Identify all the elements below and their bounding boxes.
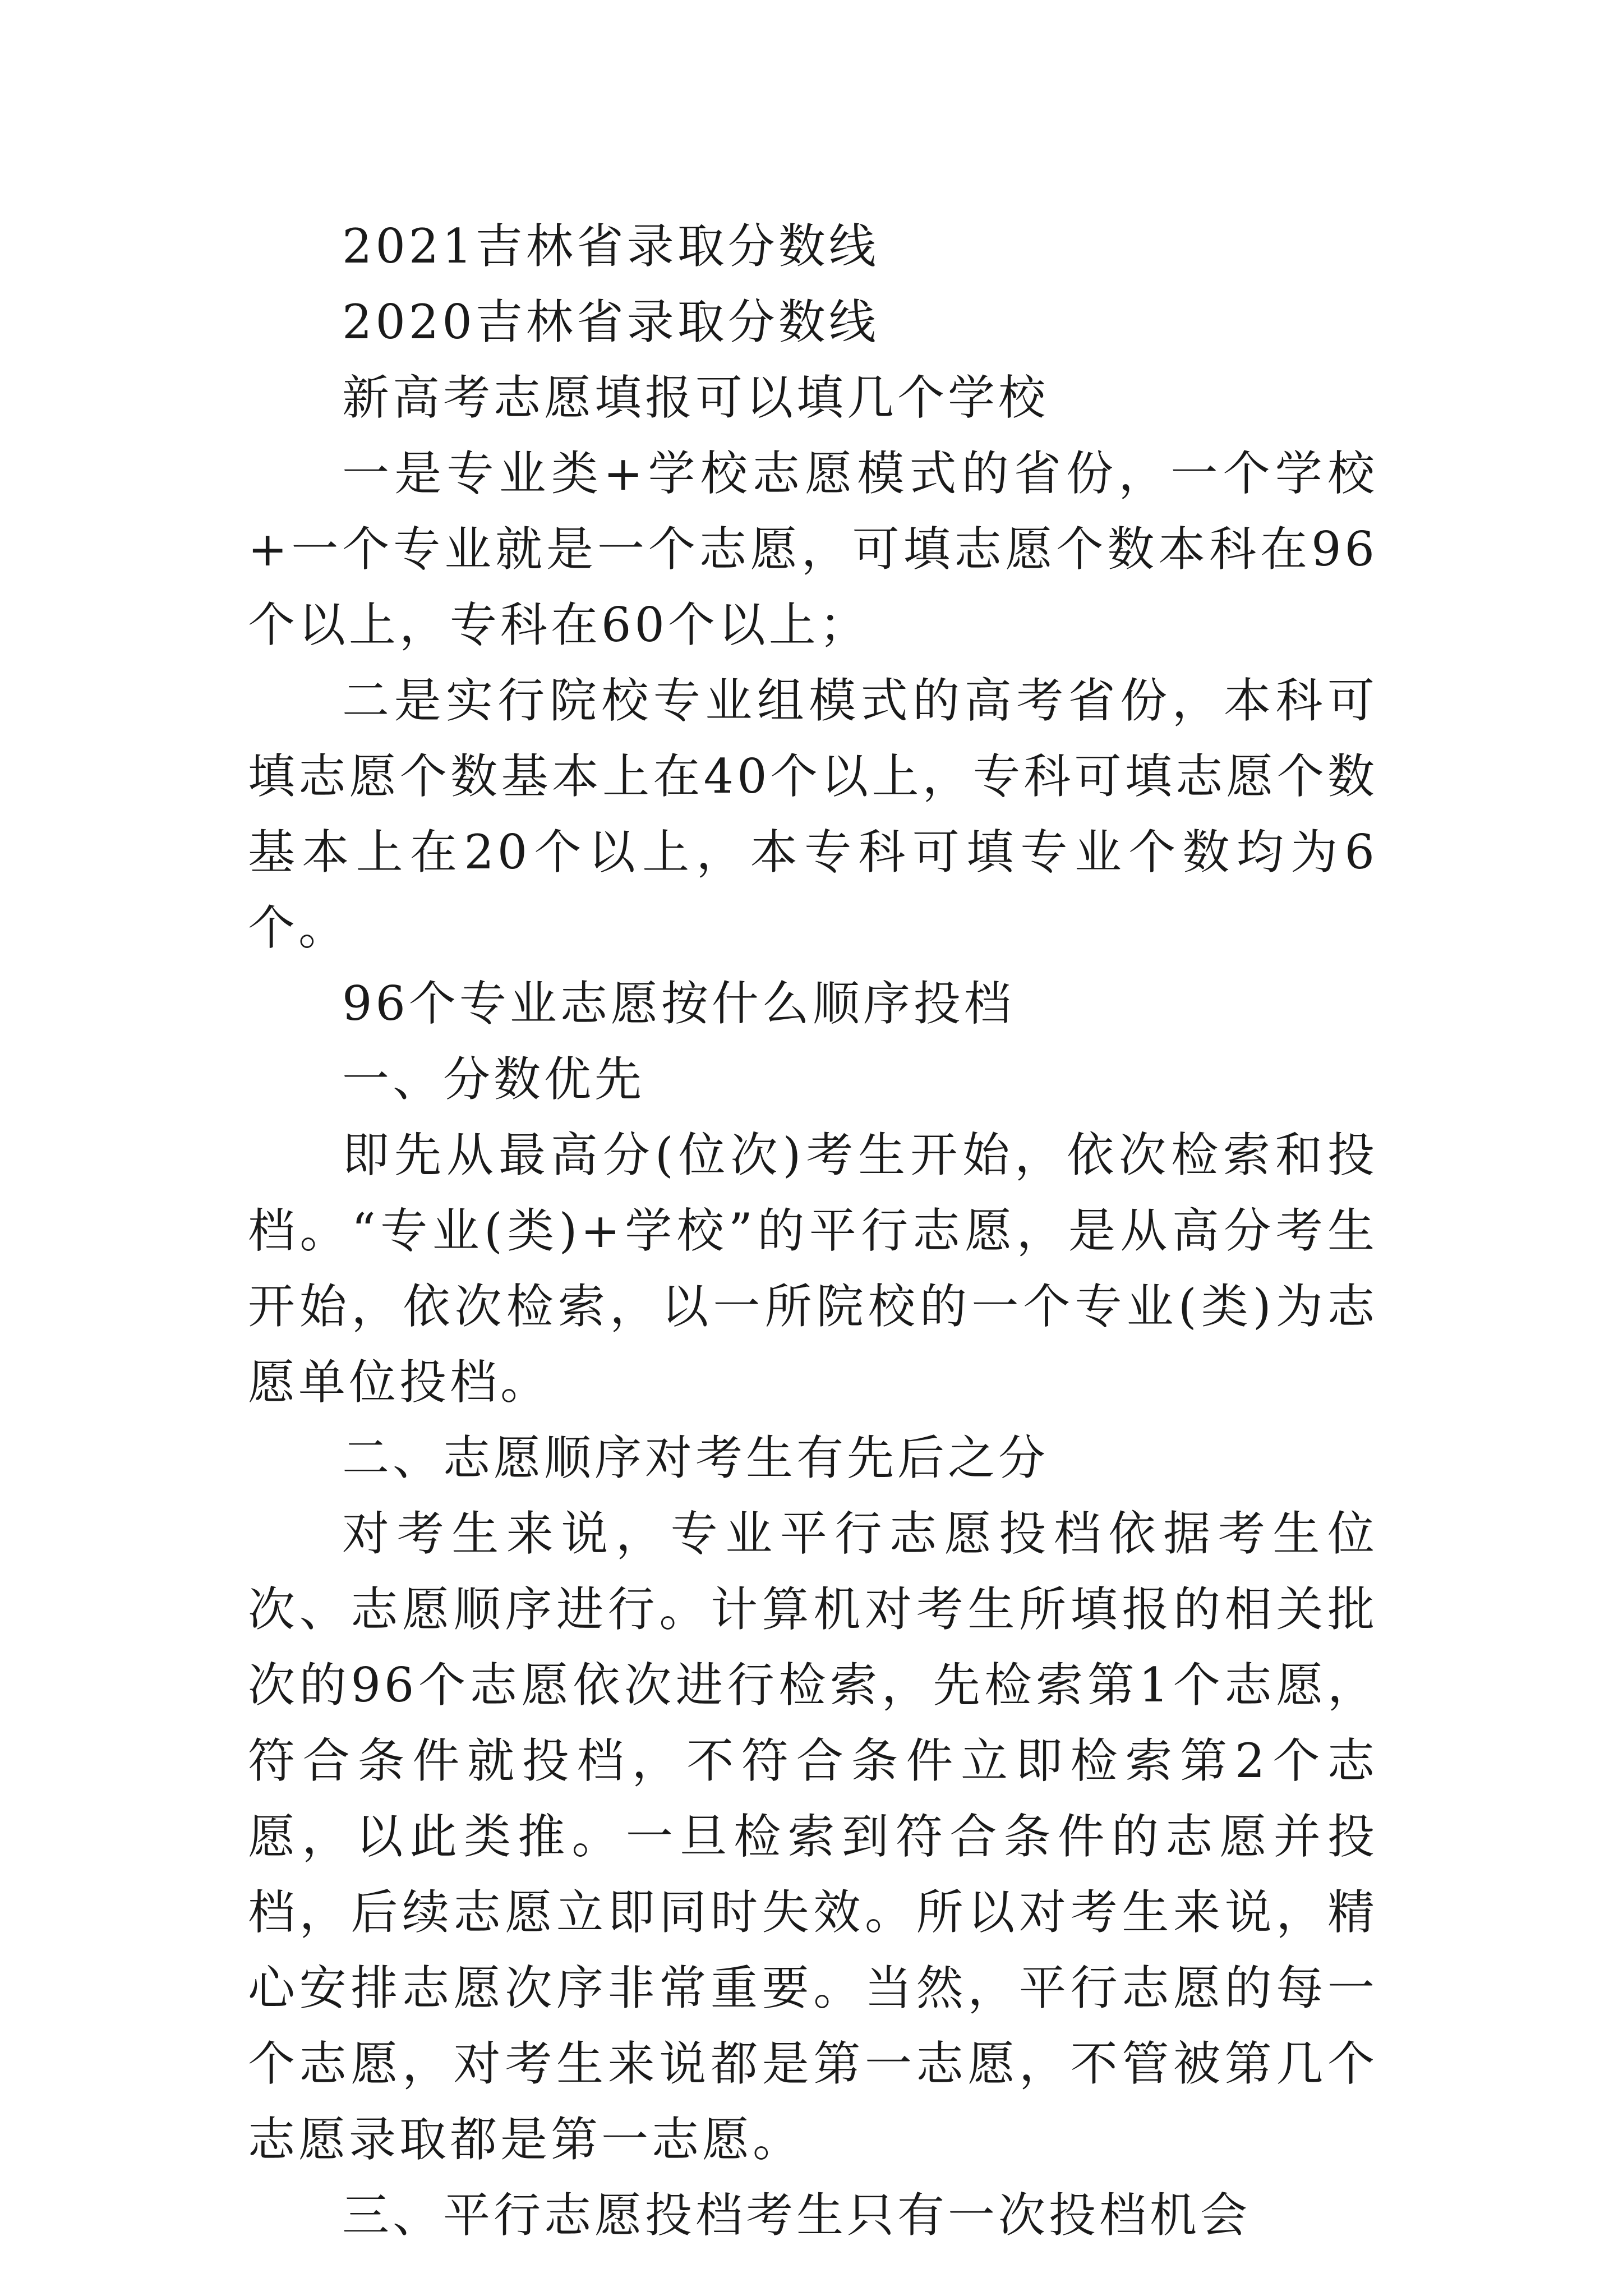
heading-one-chance: 三、平行志愿投档考生只有一次投档机会 <box>342 2188 1251 2243</box>
heading-96-order: 96个专业志愿按什么顺序投档 <box>342 976 1015 1031</box>
paragraph-score-priority: 即先从最高分(位次)考生开始，依次检索和投档。“专业(类)+学校”的平行志愿，是从高分考生开始，依次检索，以一所院校的一个专业(类)为志愿单位投档。 <box>248 1128 1378 1410</box>
paragraph-order-matters: 对考生来说，专业平行志愿投档依据考生位次、志愿顺序进行。计算机对考生所填报的相关批次的96个志愿依次进行检索，先检索第1个志愿，符合条件就投档，不符合条件立即检索第2个志愿，以此类推。一旦检索到符合条件的志愿并投档，后续志愿立即同时失效。所以对考生来说，精心安排志愿次序非常重要。当然，平行志愿的每一个志愿，对考生来说都是第一志愿，不管被第几个志愿录取都是第一志愿。 <box>248 1506 1378 2167</box>
heading-order-matters: 二、志愿顺序对考生有先后之分 <box>342 1430 1049 1485</box>
paragraph-major-school-mode: 一是专业类+学校志愿模式的省份，一个学校+一个专业就是一个志愿，可填志愿个数本科在96个以上，专科在60个以上； <box>248 446 1378 652</box>
heading-2020-scores: 2020吉林省录取分数线 <box>342 295 879 349</box>
heading-how-many-schools: 新高考志愿填报可以填几个学校 <box>342 370 1049 425</box>
heading-score-priority: 一、分数优先 <box>342 1052 645 1107</box>
document-body <box>248 209 1378 2253</box>
heading-2021-scores: 2021吉林省录取分数线 <box>342 219 879 274</box>
paragraph-major-group-mode: 二是实行院校专业组模式的高考省份，本科可填志愿个数基本上在40个以上，专科可填志愿个数基本上在20个以上，本专科可填专业个数均为6个。 <box>248 673 1378 955</box>
